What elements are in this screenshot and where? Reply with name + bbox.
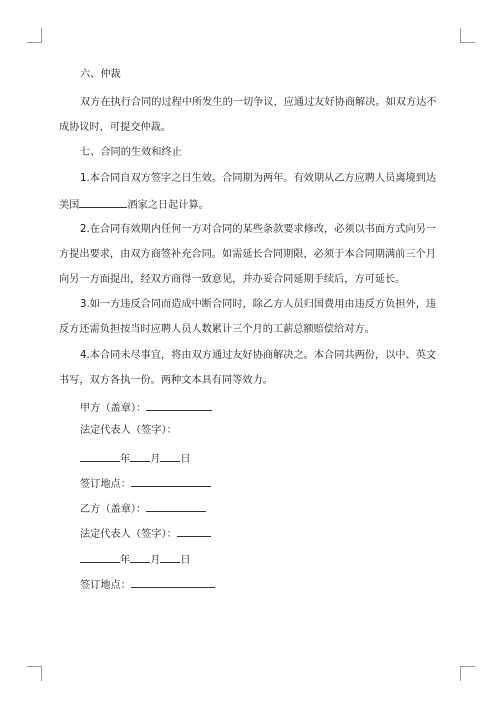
party-a-label: 甲方（盖章）： [80, 403, 147, 414]
section-7-heading: 七、合同的生效和终止 [80, 147, 182, 158]
sign-place-a [80, 475, 211, 492]
section-6-para-line-1: 双方在执行合同的过程中所发生的一切争议，应通过友好协商解决。如双方达不 [80, 97, 437, 108]
blank-field [79, 196, 127, 208]
clause-4-line-2: 书写，双方各执一份。两种文本具有同等效力。 [59, 375, 273, 386]
clause-4-line-1: 4.本合同未尽事宜，将由双方通过友好协商解决之。本合同共两份，以中、英文 [80, 350, 437, 361]
day-blank [160, 551, 180, 563]
party-b-label: 乙方（盖章）： [80, 504, 147, 515]
section-6-para-line-2: 成协议时，可提交仲裁。 [59, 122, 172, 133]
month-blank [130, 551, 150, 563]
month-blank [130, 450, 150, 462]
date-line-a [80, 450, 191, 467]
clause-1-text-a: 美国 [59, 200, 80, 211]
year-blank [80, 450, 120, 462]
clause-1-line-1: 1.本合同自双方签字之日生效。合同期为两年。有效期从乙方应聘人员离境到达 [80, 173, 437, 184]
month-label: 月 [150, 555, 161, 566]
clause-2-line-2: 方提出要求，由双方商签补充合同。如需延长合同期限，必须于本合同期满前三个月 [59, 249, 436, 260]
legal-rep-b [80, 525, 211, 542]
year-blank [80, 551, 120, 563]
crop-mark-top-left [27, 28, 42, 43]
year-label: 年 [120, 555, 131, 566]
sign-place-a-blank [131, 475, 211, 487]
sign-place-b-label: 签订地点： [80, 580, 131, 591]
month-label: 月 [150, 454, 161, 465]
crop-mark-bottom-right [460, 666, 475, 681]
party-b-blank [146, 500, 206, 512]
sign-place-a-label: 签订地点： [80, 479, 131, 490]
legal-rep-b-label: 法定代表人（签字）： [80, 529, 177, 540]
clause-3-line-2: 反方还需负担按当时应聘人员人数累计三个月的工薪总额赔偿给对方。 [59, 324, 375, 335]
clause-1-text-b: 酒家之日起计算。 [127, 200, 209, 211]
clause-2-line-3: 向另一方面提出，经双方商得一致意见，并办妥合同延期手续后，方可延长。 [59, 274, 406, 285]
party-a-seal [80, 399, 212, 416]
legal-rep-a: 法定代表人（签字）： [80, 425, 177, 436]
day-label: 日 [180, 454, 191, 465]
crop-mark-bottom-left [27, 666, 42, 681]
day-label: 日 [180, 555, 191, 566]
day-blank [160, 450, 180, 462]
party-b-seal [80, 500, 206, 517]
clause-1-line-2 [59, 196, 209, 213]
section-6-heading: 六、仲裁 [80, 69, 121, 80]
legal-rep-b-blank [177, 525, 211, 537]
date-line-b [80, 551, 191, 568]
clause-2-line-1: 2.在合同有效期内任何一方对合同的某些条款要求修改，必须以书面方式向另一 [80, 224, 437, 235]
year-label: 年 [120, 454, 131, 465]
sign-place-b [80, 576, 215, 593]
sign-place-b-blank [131, 576, 215, 588]
party-a-blank [146, 399, 212, 411]
clause-3-line-1: 3.如一方违反合同而造成中断合同时，除乙方人员归国费用由违反方负担外，违 [80, 299, 437, 310]
crop-mark-top-right [460, 28, 475, 43]
